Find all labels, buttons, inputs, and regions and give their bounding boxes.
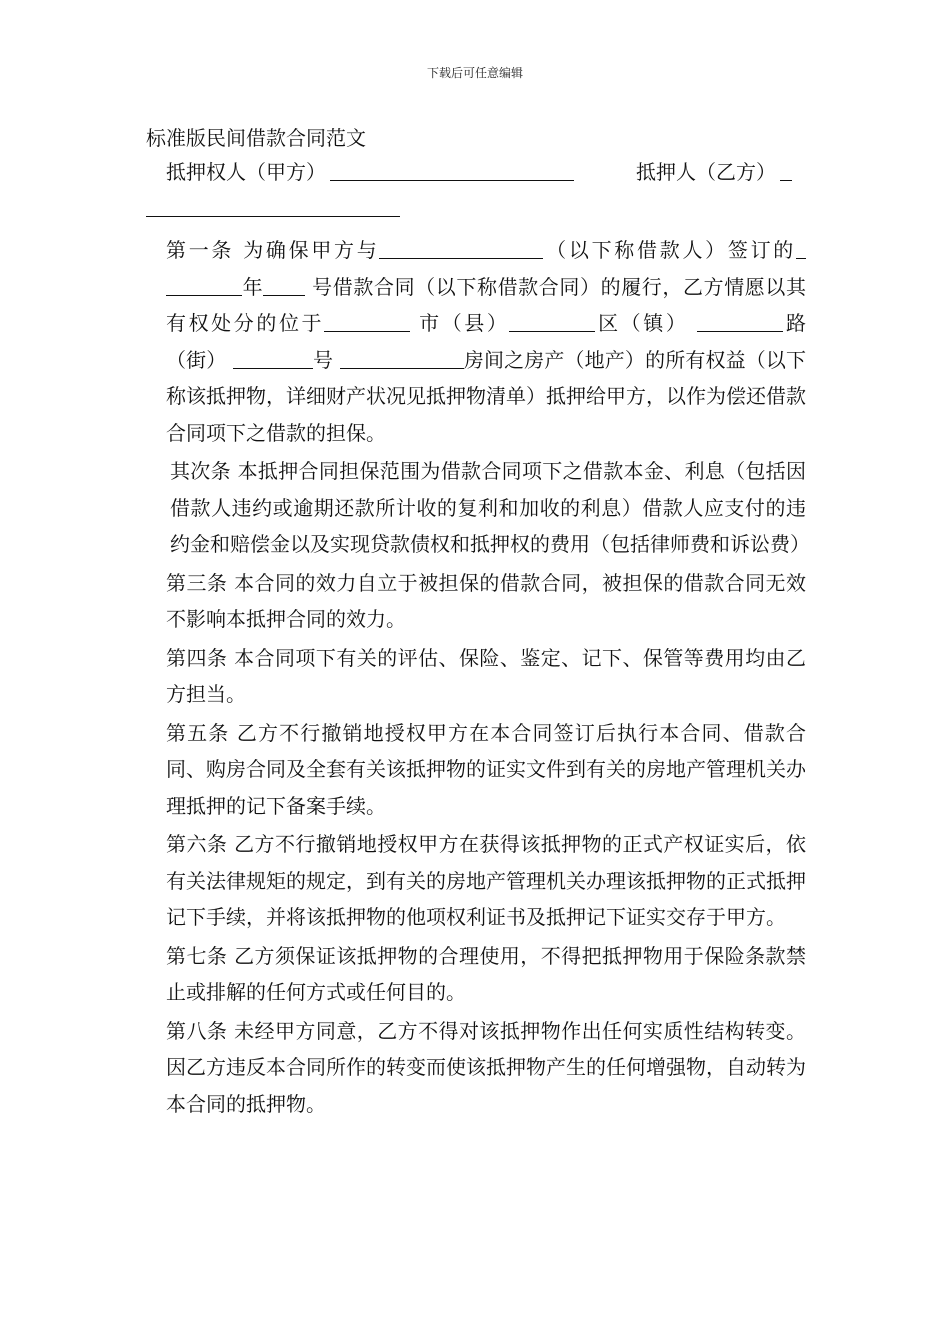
contract-body (146, 232, 810, 1124)
borrower-blank (379, 238, 543, 259)
mortgagee-line (166, 157, 574, 187)
mortgagor-label: 抵押人（乙方） (636, 160, 776, 184)
clause-7: 第七条 乙方须保证该抵押物的合理使用，不得把抵押物用于保险条款禁止或排解的任何方式或任何目的。 (166, 943, 806, 1004)
clause-1-text: 路（街） (166, 311, 806, 372)
road-blank (233, 348, 313, 369)
clause-6: 第六条 乙方不行撤销地授权甲方在获得该抵押物的正式产权证实后，依有关法律规矩的规定，到有关的房地产管理机关办理该抵押物的正式抵押记下手续，并将该抵押物的他项权利证书及抵押记下证实交存于甲方。 (166, 832, 806, 929)
location-blank (324, 311, 410, 332)
clause-5: 第五条 乙方不行撤销地授权甲方在本合同签订后执行本合同、借款合同、购房合同及全套有关该抵押物的证实文件到有关的房地产管理机关办理抵押的记下备案手续。 (166, 720, 806, 818)
mortgagee-label: 抵押权人（甲方） (166, 160, 326, 184)
clause-4: 第四条 本合同项下有关的评估、保险、鉴定、记下、保管等费用均由乙方担当。 (166, 645, 806, 706)
city-blank (509, 311, 595, 332)
clause-1-text: （以下称借款人）签订的 (543, 238, 796, 262)
clause-1-text: 号借款合同（以下称借款合同）的履行，乙方情愿以其有权处分的位于 (166, 274, 807, 335)
mortgagor-blank (780, 160, 792, 181)
page-header: 下载后可任意编辑 (426, 66, 523, 80)
mortgagor-line (636, 157, 792, 187)
mortgagee-blank (330, 160, 574, 181)
parties-block (146, 157, 806, 223)
clause-8: 第八条 未经甲方同意，乙方不得对该抵押物作出任何实质性结构转变。因乙方违反本合同所作的转变而使该抵押物产生的任何增强物，自动转为本合同的抵押物。 (166, 1018, 806, 1116)
clause-3: 第三条 本合同的效力自立于被担保的借款合同，被担保的借款合同无效不影响本抵押合同的效力。 (166, 570, 806, 631)
number-blank (340, 348, 464, 369)
clause-1-text: 第一条 为确保甲方与 (166, 238, 380, 262)
year-blank (166, 275, 242, 296)
clause-1-text: 房间之房产（地产）的所有权益（以下称该抵押物，详细财产状况见抵押物清单）抵押给甲方，以作为偿还借款合同项下之借款的担保。 (166, 347, 807, 445)
mortgagor-blank-continued (146, 196, 400, 217)
clause-1-text: 年 (242, 274, 264, 299)
contract-number-blank (263, 275, 305, 296)
district-blank (697, 311, 783, 332)
clause-1 (146, 232, 806, 451)
clause-1-text: 区（镇） (595, 311, 689, 335)
document-title: 标准版民间借款合同范文 (146, 126, 366, 150)
sign-date-blank (796, 238, 806, 259)
clause-1-text: 号 (312, 347, 334, 372)
clause-1-text: 市（县） (419, 311, 510, 335)
clause-2: 其次条 本抵押合同担保范围为借款合同项下之借款本金、利息（包括因借款人违约或逾期还款所计收的复利和加收的利息）借款人应支付的违约金和赔偿金以及实现贷款债权和抵押权的费用（包括律师费和诉讼费） (170, 459, 810, 556)
